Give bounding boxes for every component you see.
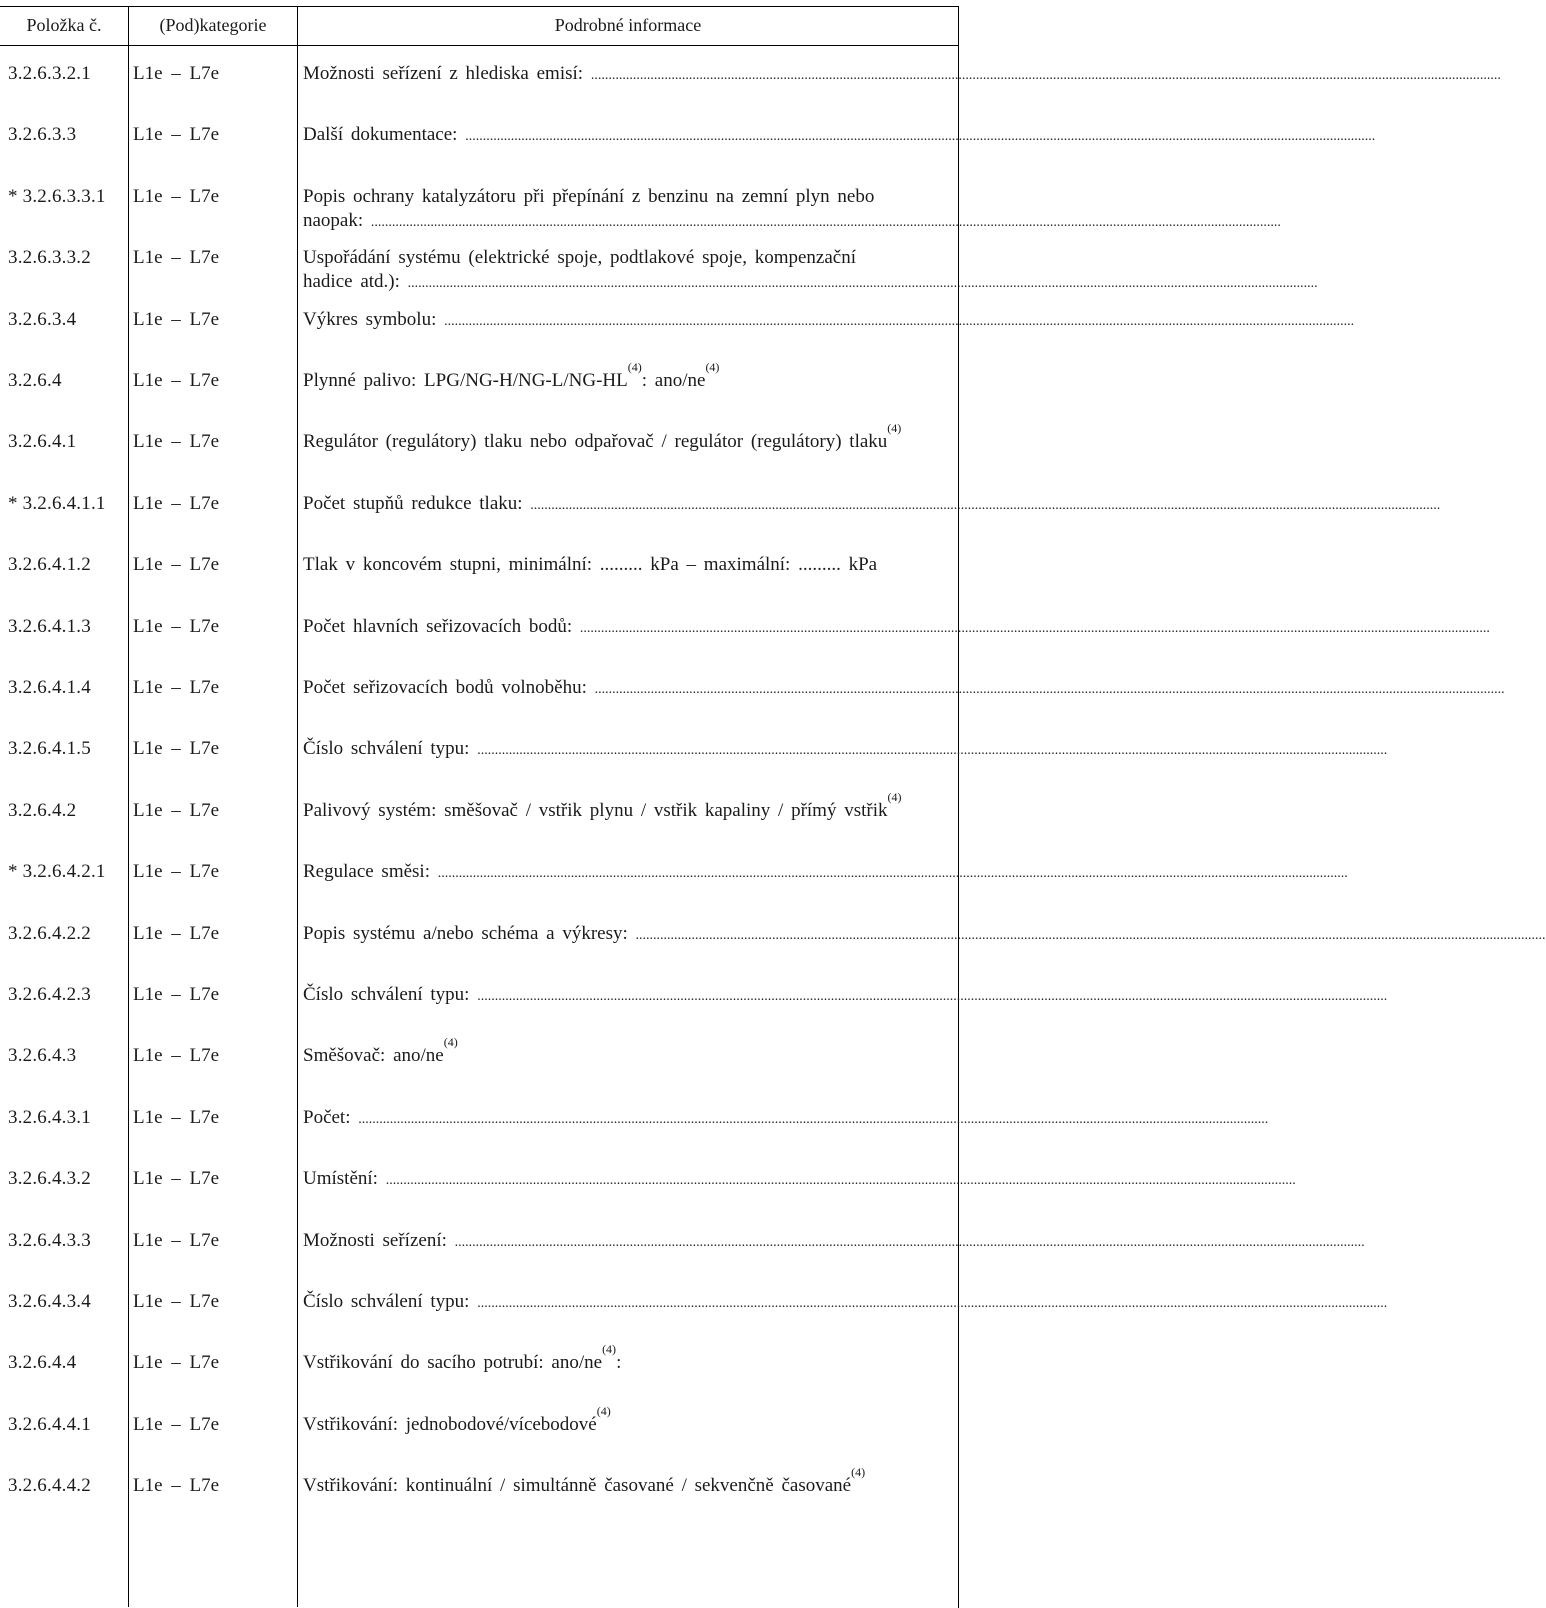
item-number: 3.2.6.3.3 — [8, 124, 77, 145]
item-detail-text: Palivový systém: směšovač / vstřik plynu / vstřik kapaliny / přímý vstřik — [303, 800, 888, 821]
item-number: 3.2.6.4.2.3 — [8, 984, 91, 1005]
item-detail — [303, 1106, 1269, 1133]
dotted-leader: .................................................................................................................................................................................................................................................................... — [477, 743, 1388, 758]
item-detail-text: Popis systému a/nebo schéma a výkresy: — [303, 923, 636, 944]
item-detail-text: : ano/ne — [641, 370, 706, 391]
table-row — [0, 1106, 1269, 1146]
header-item-number: Položka č. — [26, 15, 102, 35]
table-row — [0, 360, 959, 409]
item-category: L1e – L7e — [133, 554, 220, 575]
item-category: L1e – L7e — [133, 370, 220, 391]
item-detail — [303, 1167, 1296, 1194]
item-category: L1e – L7e — [133, 431, 220, 452]
item-number: 3.2.6.4.4.1 — [8, 1414, 91, 1435]
footnote-ref: (4) — [443, 1035, 458, 1049]
item-detail — [303, 1465, 951, 1498]
table-row — [0, 676, 1505, 716]
item-number: 3.2.6.4.3 — [8, 1045, 77, 1066]
item-detail-text: Plynné palivo: LPG/NG-H/NG-L/NG-HL — [303, 370, 628, 391]
footnote-ref: (4) — [705, 360, 720, 374]
item-number: 3.2.6.3.2.1 — [8, 63, 91, 84]
item-detail-line — [303, 209, 1281, 236]
item-detail — [303, 1404, 951, 1437]
table-row — [0, 922, 1546, 962]
table-row — [0, 737, 1388, 777]
item-category: L1e – L7e — [133, 1414, 220, 1435]
item-detail-text: Číslo schválení typu: — [303, 1291, 478, 1312]
item-number: 3.2.6.4.2 — [8, 800, 77, 821]
item-number: 3.2.6.4.1.3 — [8, 616, 91, 637]
item-detail — [303, 676, 1505, 703]
dotted-leader: .................................................................................................................................................................................................................................................................... — [358, 1112, 1269, 1127]
item-category: L1e – L7e — [133, 1045, 220, 1066]
item-detail — [303, 492, 1441, 519]
item-number: 3.2.6.4.2.2 — [8, 923, 91, 944]
table-row — [0, 308, 1355, 348]
item-detail-text: Umístění: — [303, 1168, 386, 1189]
item-number: 3.2.6.4 — [8, 370, 62, 391]
item-detail-text: Počet seřizovacích bodů volnoběhu: — [303, 677, 595, 698]
item-detail-text: Vstřikování do sacího potrubí: ano/ne — [303, 1352, 603, 1373]
table-row — [0, 246, 1318, 292]
item-category: L1e – L7e — [133, 309, 220, 330]
dotted-leader: .................................................................................................................................................................................................................................................................... — [477, 989, 1388, 1004]
table-row — [0, 983, 1388, 1023]
item-category: L1e – L7e — [133, 1291, 220, 1312]
item-detail-text: Další dokumentace: — [303, 124, 466, 145]
dotted-leader: .................................................................................................................................................................................................................................................................... — [407, 276, 1318, 291]
item-category: L1e – L7e — [133, 923, 220, 944]
table-row — [0, 421, 959, 470]
item-detail-text: Počet hlavních seřizovacích bodů: — [303, 616, 580, 637]
item-number: 3.2.6.3.3.2 — [8, 247, 91, 268]
item-detail-text: Směšovač: ano/ne — [303, 1045, 444, 1066]
item-detail — [303, 246, 1318, 297]
item-number: * 3.2.6.3.3.1 — [8, 186, 106, 207]
item-detail-text: Tlak v koncovém stupni, minimální: ......... kPa – maximální: ......... kPa — [303, 554, 878, 575]
item-detail — [303, 123, 1376, 150]
footnote-ref: (4) — [851, 1465, 866, 1479]
item-category: L1e – L7e — [133, 1475, 220, 1496]
item-detail — [303, 983, 1388, 1010]
item-detail — [303, 62, 1501, 89]
item-detail — [303, 1035, 951, 1068]
item-detail-text: Možnosti seřízení: — [303, 1230, 455, 1251]
item-detail-text: Číslo schválení typu: — [303, 984, 478, 1005]
item-detail-text: hadice atd.): — [303, 271, 408, 292]
item-detail-line — [303, 270, 1318, 297]
header-details: Podrobné informace — [554, 15, 702, 35]
dotted-leader: .................................................................................................................................................................................................................................................................... — [465, 129, 1376, 144]
table-row — [0, 492, 1441, 532]
footnote-ref: (4) — [887, 421, 902, 435]
item-detail — [303, 1229, 1365, 1256]
item-detail-text: Uspořádání systému (elektrické spoje, podtlakové spoje, kompenzační — [303, 247, 857, 268]
item-category: L1e – L7e — [133, 984, 220, 1005]
item-detail-text: Počet stupňů redukce tlaku: — [303, 493, 531, 514]
item-detail-text: Počet: — [303, 1107, 359, 1128]
footnote-ref: (4) — [602, 1342, 617, 1356]
table-row — [0, 62, 1501, 102]
table-row — [0, 1035, 959, 1084]
item-detail — [303, 1290, 1388, 1317]
dotted-leader: .................................................................................................................................................................................................................................................................... — [590, 68, 1501, 83]
item-detail — [303, 308, 1355, 335]
item-detail — [303, 790, 951, 823]
item-category: L1e – L7e — [133, 63, 220, 84]
table-row — [0, 1465, 959, 1514]
item-number: 3.2.6.4.4.2 — [8, 1475, 91, 1496]
dotted-leader: .................................................................................................................................................................................................................................................................... — [579, 621, 1490, 636]
item-category: L1e – L7e — [133, 1168, 220, 1189]
item-category: L1e – L7e — [133, 186, 220, 207]
item-detail — [303, 360, 951, 393]
table-row — [0, 615, 1490, 655]
item-detail-text: Regulace směsi: — [303, 861, 438, 882]
item-detail — [303, 615, 1490, 642]
dotted-leader: .................................................................................................................................................................................................................................................................... — [437, 866, 1348, 881]
item-number: 3.2.6.4.1.5 — [8, 738, 91, 759]
header-category: (Pod)kategorie — [159, 15, 267, 35]
table-row — [0, 1342, 959, 1391]
table-body — [0, 46, 1546, 1607]
dotted-leader: .................................................................................................................................................................................................................................................................... — [385, 1173, 1296, 1188]
item-number: 3.2.6.4.4 — [8, 1352, 77, 1373]
dotted-leader: .................................................................................................................................................................................................................................................................... — [477, 1296, 1388, 1311]
dotted-leader: .................................................................................................................................................................................................................................................................... — [530, 498, 1441, 513]
table-row — [0, 123, 1376, 163]
footnote-ref: (4) — [887, 790, 902, 804]
table-row — [0, 553, 959, 593]
dotted-leader: .................................................................................................................................................................................................................................................................... — [594, 682, 1505, 697]
item-number: 3.2.6.4.1.4 — [8, 677, 91, 698]
item-number: 3.2.6.4.1 — [8, 431, 77, 452]
dotted-leader: .................................................................................................................................................................................................................................................................... — [370, 215, 1281, 230]
item-number: 3.2.6.4.3.1 — [8, 1107, 91, 1128]
item-detail — [303, 860, 1348, 887]
item-number: * 3.2.6.4.1.1 — [8, 493, 106, 514]
dotted-leader: .................................................................................................................................................................................................................................................................... — [454, 1235, 1365, 1250]
item-detail-text: Vstřikování: jednobodové/vícebodové — [303, 1414, 597, 1435]
table-row — [0, 790, 959, 839]
item-detail-text: naopak: — [303, 210, 371, 231]
item-category: L1e – L7e — [133, 800, 220, 821]
item-number: 3.2.6.4.3.4 — [8, 1291, 91, 1312]
item-number: * 3.2.6.4.2.1 — [8, 861, 106, 882]
item-category: L1e – L7e — [133, 738, 220, 759]
item-detail — [303, 1342, 951, 1375]
item-category: L1e – L7e — [133, 616, 220, 637]
item-detail — [303, 922, 1546, 949]
item-number: 3.2.6.4.1.2 — [8, 554, 91, 575]
item-category: L1e – L7e — [133, 493, 220, 514]
item-number: 3.2.6.3.4 — [8, 309, 77, 330]
item-detail-text: Regulátor (regulátory) tlaku nebo odpařovač / regulátor (regulátory) tlaku — [303, 431, 888, 452]
dotted-leader: .................................................................................................................................................................................................................................................................... — [635, 928, 1546, 943]
footnote-ref: (4) — [596, 1404, 611, 1418]
item-detail — [303, 737, 1388, 764]
item-category: L1e – L7e — [133, 1107, 220, 1128]
table-row — [0, 185, 1281, 231]
footnote-ref: (4) — [627, 360, 642, 374]
item-category: L1e – L7e — [133, 861, 220, 882]
table-row — [0, 1404, 959, 1453]
item-number: 3.2.6.4.3.2 — [8, 1168, 91, 1189]
item-category: L1e – L7e — [133, 677, 220, 698]
item-detail-text: : — [616, 1352, 622, 1373]
item-category: L1e – L7e — [133, 124, 220, 145]
item-detail — [303, 421, 951, 454]
table-row — [0, 1290, 1388, 1330]
item-detail-text: Popis ochrany katalyzátoru při přepínání z benzinu na zemní plyn nebo — [303, 186, 875, 207]
item-category: L1e – L7e — [133, 1352, 220, 1373]
table-row — [0, 1167, 1296, 1207]
item-detail-text: Možnosti seřízení z hlediska emisí: — [303, 63, 591, 84]
item-detail-text: Vstřikování: kontinuální / simultánně časované / sekvenčně časované — [303, 1475, 852, 1496]
dotted-leader: .................................................................................................................................................................................................................................................................... — [444, 314, 1355, 329]
item-category: L1e – L7e — [133, 247, 220, 268]
item-detail-text: Číslo schválení typu: — [303, 738, 478, 759]
table-row — [0, 860, 1348, 900]
item-detail — [303, 185, 1281, 236]
item-category: L1e – L7e — [133, 1230, 220, 1251]
item-detail-text: Výkres symbolu: — [303, 309, 445, 330]
table-row — [0, 1229, 1365, 1269]
item-detail — [303, 553, 951, 577]
item-number: 3.2.6.4.3.3 — [8, 1230, 91, 1251]
